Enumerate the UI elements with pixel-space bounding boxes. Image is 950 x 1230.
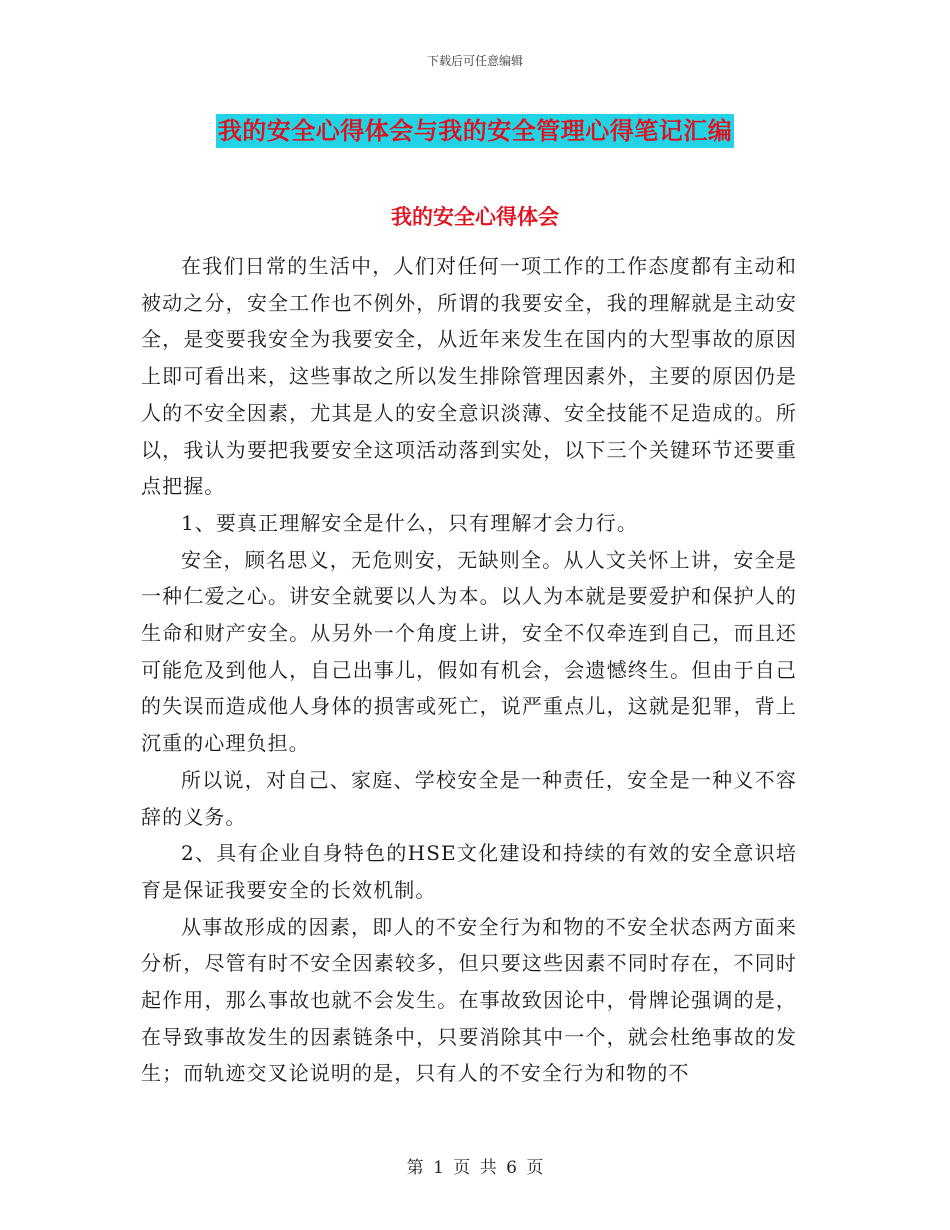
page-header-note: 下载后可任意编辑 [426, 54, 523, 68]
document-body [141, 248, 797, 1092]
paragraph: 安全，顾名思义，无危则安，无缺则全。从人文关怀上讲，安全是一种仁爱之心。讲安全就要以人为本。以人为本就是要爱护和保护人的生命和财产安全。从另外一个角度上讲，安全不仅牵连到自己，而且还可能危及到他人，自己出事儿，假如有机会，会遗憾终生。但由于自己的失误而造成他人身体的损害或死亡，说严重点儿，这就是犯罪，背上沉重的心理负担。 [141, 547, 797, 756]
paragraph: 1、要真正理解安全是什么，只有理解才会力行。 [181, 510, 638, 535]
section-title: 我的安全心得体会 [391, 204, 559, 229]
document-title-wrapper [0, 114, 950, 148]
document-title: 我的安全心得体会与我的安全管理心得笔记汇编 [216, 114, 735, 148]
page-number: 第 1 页 共 6 页 [406, 1158, 544, 1178]
paragraph: 2、具有企业自身特色的HSE文化建设和持续的有效的安全意识培育是保证我要安全的长效机制。 [141, 841, 797, 902]
paragraph: 在我们日常的生活中，人们对任何一项工作的工作态度都有主动和被动之分，安全工作也不例外，所谓的我要安全，我的理解就是主动安全，是变要我安全为我要安全，从近年来发生在国内的大型事故的原因上即可看出来，这些事故之所以发生排除管理因素外，主要的原因仍是人的不安全因素，尤其是人的安全意识淡薄、安全技能不足造成的。所以，我认为要把我要安全这项活动落到实处，以下三个关键环节还要重点把握。 [141, 254, 797, 499]
paragraph: 所以说，对自己、家庭、学校安全是一种责任，安全是一种义不容辞的义务。 [141, 767, 797, 829]
paragraph: 从事故形成的因素，即人的不安全行为和物的不安全状态两方面来分析，尽管有时不安全因素较多，但只要这些因素不同时存在，不同时起作用，那么事故也就不会发生。在事故致因论中，骨牌论强调的是，在导致事故发生的因素链条中，只要消除其中一个，就会杜绝事故的发生；而轨迹交叉论说明的是，只有人的不安全行为和物的不 [141, 914, 797, 1086]
